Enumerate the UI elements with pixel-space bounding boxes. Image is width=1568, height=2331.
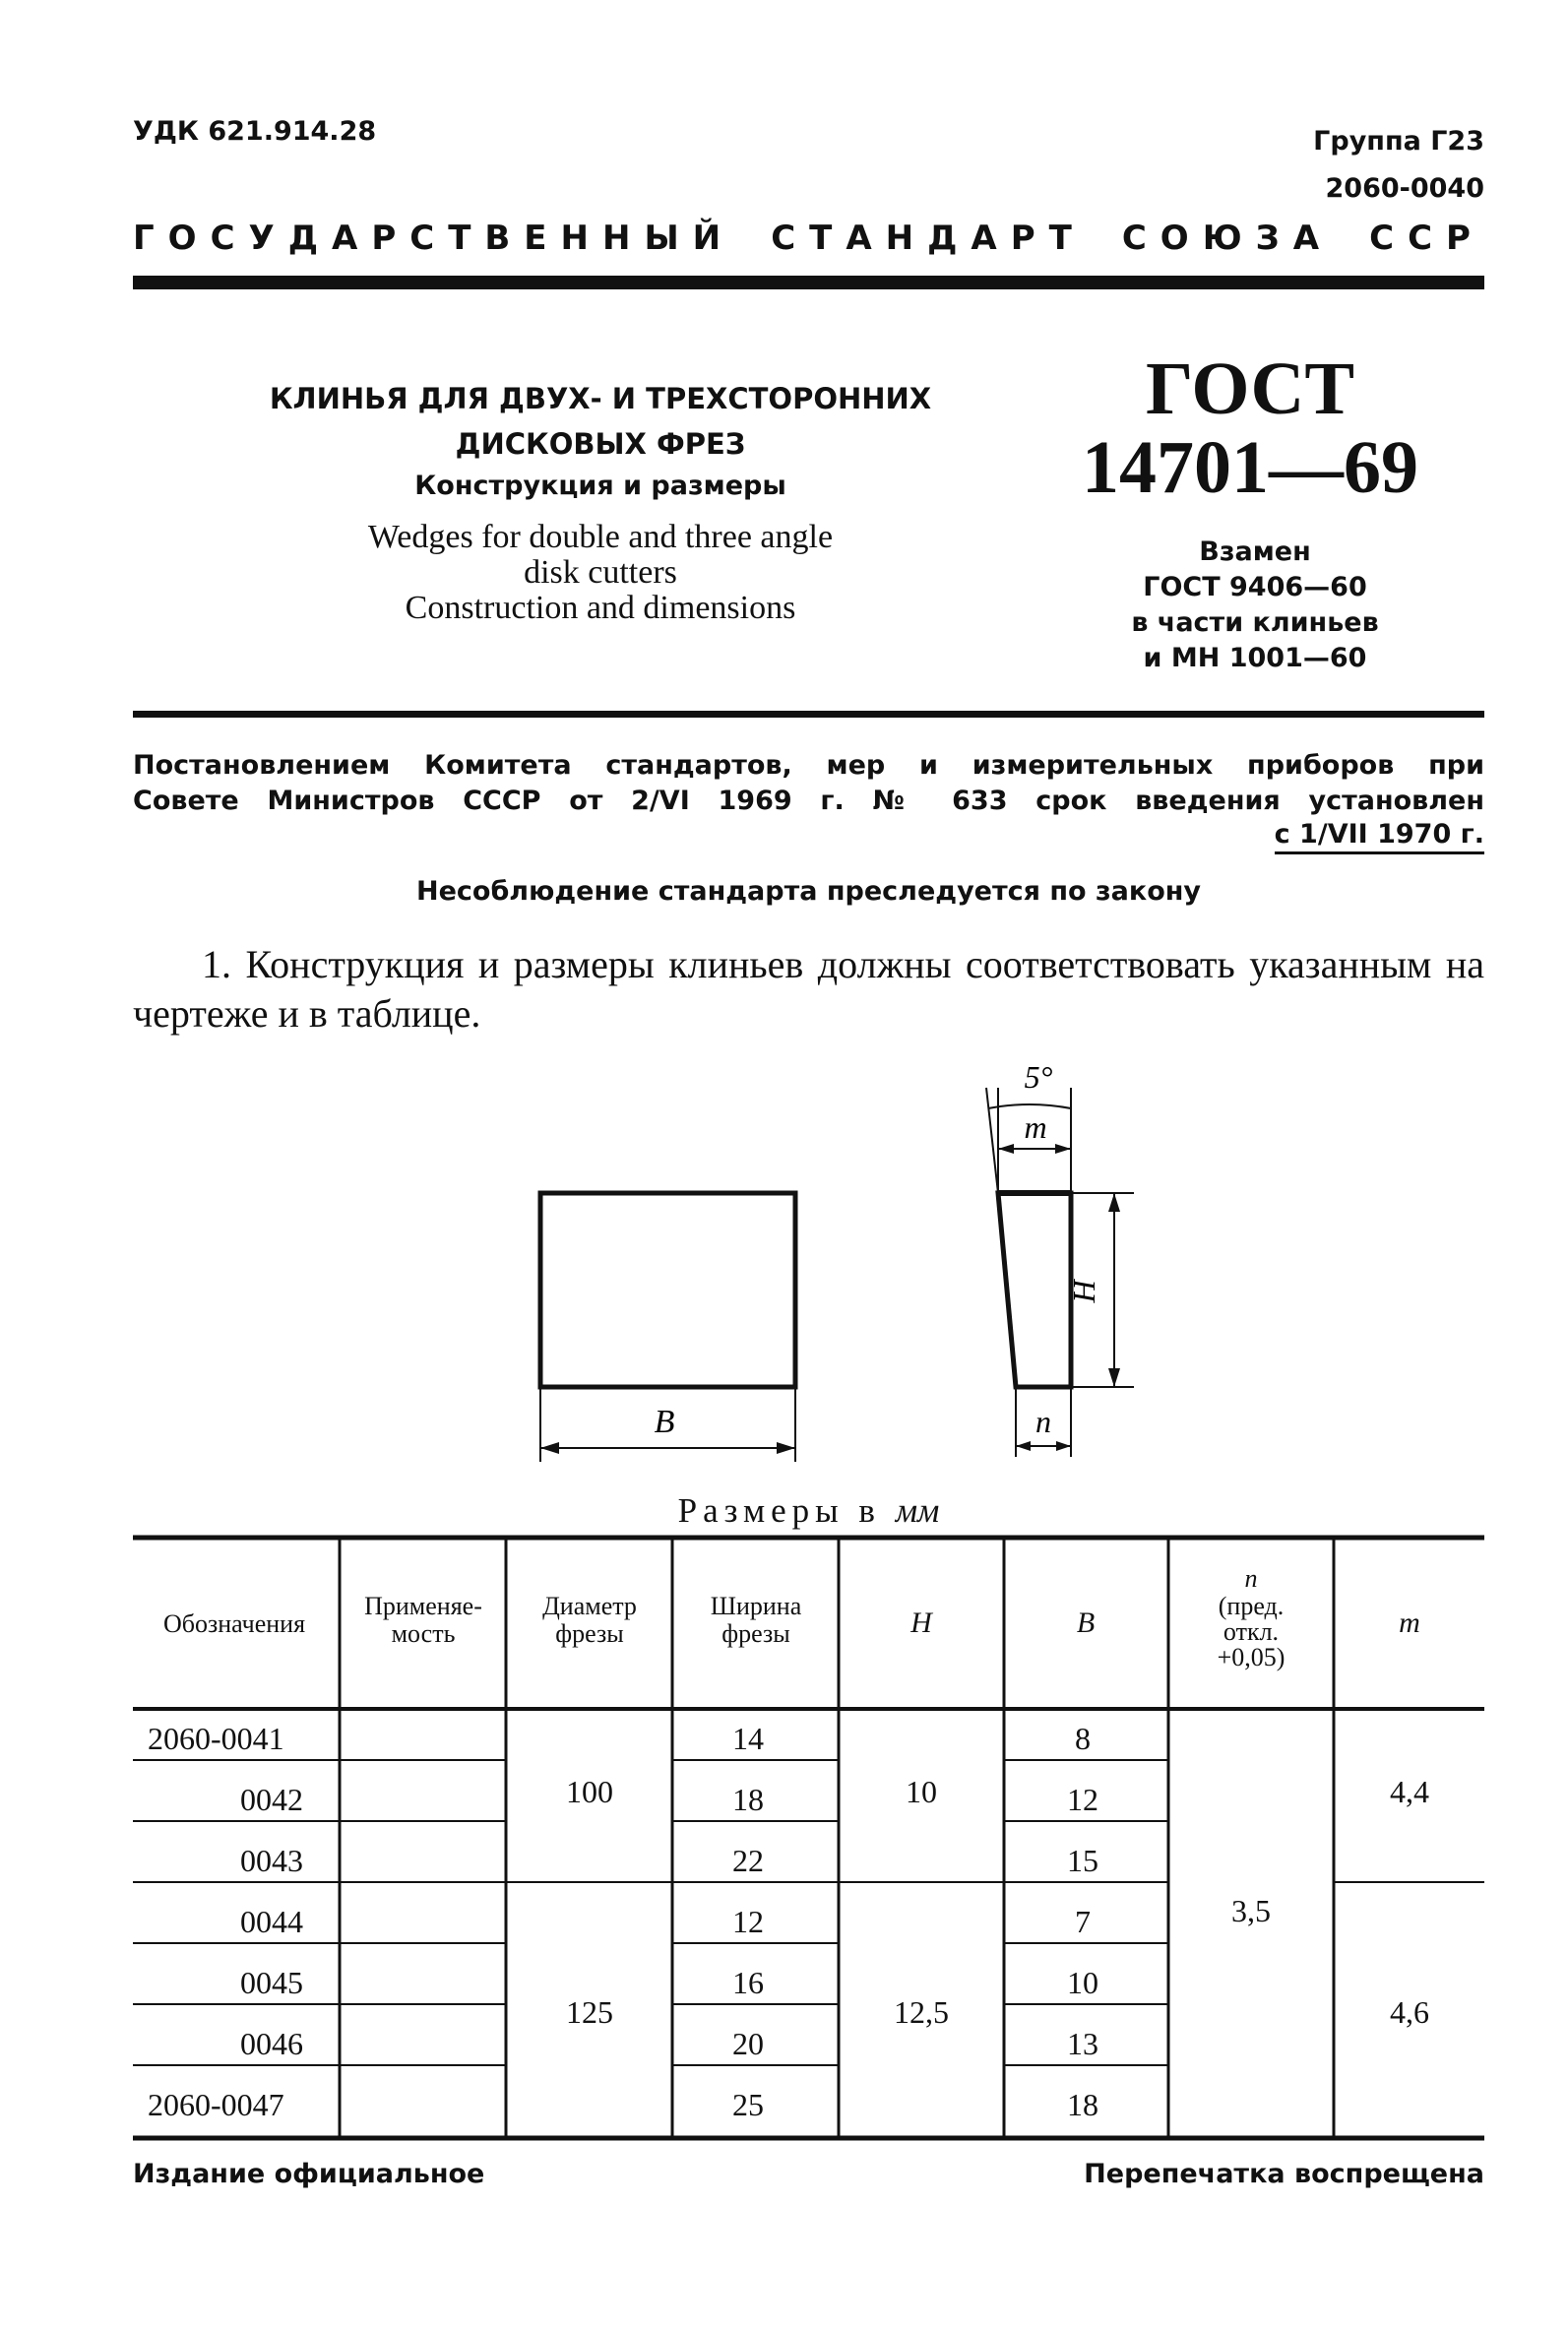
table-row-lines bbox=[133, 1760, 1484, 2065]
h-cell: 10 bbox=[906, 1774, 937, 1809]
decree-date: с 1/VII 1970 г. bbox=[1275, 819, 1484, 854]
n-cell: 3,5 bbox=[1231, 1893, 1271, 1928]
decree-line1: Постановлением Комитета стандартов, мер и измерительных приборов при bbox=[133, 750, 1484, 781]
label-h: H bbox=[1066, 1280, 1101, 1303]
designation-cell: 2060-0047 bbox=[148, 2087, 284, 2122]
designation-cell: 0043 bbox=[240, 1843, 303, 1878]
state-word-4: ССР bbox=[1369, 219, 1484, 258]
label-n: n bbox=[1035, 1404, 1051, 1439]
b-cell: 8 bbox=[1075, 1721, 1091, 1756]
state-word-3: СОЮЗА bbox=[1121, 219, 1334, 258]
designation-cell: 0046 bbox=[240, 2026, 303, 2061]
header-diameter-1: Диаметр bbox=[542, 1592, 637, 1620]
title-ru-line1: КЛИНЬЯ ДЛЯ ДВУХ- И ТРЕХСТОРОННИХ bbox=[269, 382, 932, 415]
header-width-1: Ширина bbox=[710, 1592, 802, 1620]
width-cell: 16 bbox=[732, 1965, 764, 2000]
header-width-2: фрезы bbox=[721, 1619, 790, 1648]
dimensions-table bbox=[0, 1516, 1568, 2146]
replaces-line2: ГОСТ 9406—60 bbox=[1143, 572, 1367, 602]
title-en-line3: Construction and dimensions bbox=[405, 590, 796, 626]
label-angle: 5° bbox=[1024, 1059, 1053, 1095]
m-cell: 4,4 bbox=[1390, 1774, 1429, 1809]
replaces-line3: в части клиньев bbox=[1131, 607, 1379, 638]
title-en-line1: Wedges for double and three angle bbox=[367, 519, 834, 555]
width-cell: 18 bbox=[732, 1782, 764, 1817]
header-diameter-2: фрезы bbox=[555, 1619, 624, 1648]
header-n-1: n bbox=[1244, 1564, 1258, 1593]
b-cell: 10 bbox=[1067, 1965, 1098, 2000]
designation-cell: 0042 bbox=[240, 1782, 303, 1817]
law-notice: Несоблюдение стандарта преследуется по закону bbox=[415, 876, 1202, 907]
diameter-cell: 125 bbox=[566, 1994, 613, 2030]
diameter-cell: 100 bbox=[566, 1774, 613, 1809]
b-cell: 15 bbox=[1067, 1843, 1098, 1878]
gost-number: 14701—69 bbox=[1082, 426, 1418, 509]
header-h: H bbox=[910, 1606, 932, 1639]
b-arrow-right bbox=[777, 1442, 795, 1454]
wedge-side-view bbox=[998, 1193, 1071, 1387]
header-designation: Обозначения bbox=[162, 1609, 306, 1638]
table-column-lines bbox=[340, 1538, 1334, 2138]
label-m: m bbox=[1024, 1109, 1047, 1145]
header-n-4: +0,05) bbox=[1217, 1643, 1286, 1671]
b-cell: 18 bbox=[1067, 2087, 1098, 2122]
wedge-front-view bbox=[540, 1193, 795, 1387]
group-label: Группа Г23 bbox=[1313, 126, 1484, 157]
group-code: 2060-0040 bbox=[1325, 173, 1484, 204]
decree-line2: Совете Министров СССР от 2/VI 1969 г. № 633 срок введения установлен bbox=[133, 786, 1484, 816]
h-cell: 12,5 bbox=[894, 1994, 949, 2030]
header-m: m bbox=[1399, 1606, 1420, 1639]
footer-reprint: Перепечатка воспрещена bbox=[1084, 2159, 1484, 2189]
b-cell: 13 bbox=[1067, 2026, 1098, 2061]
state-word-2: СТАНДАРТ bbox=[771, 219, 1086, 258]
b-arrow-left bbox=[540, 1442, 559, 1454]
state-word-1: ГОСУДАРСТВЕННЫЙ bbox=[133, 219, 735, 258]
header-applicability-1: Применяе- bbox=[364, 1592, 482, 1620]
m-cell: 4,6 bbox=[1390, 1994, 1429, 2030]
header-n-3: откл. bbox=[1223, 1617, 1280, 1646]
paragraph-1: 1. Конструкция и размеры клиньев должны соответствовать указанным на чертеже и в таблице. bbox=[133, 942, 1484, 1036]
gost-label: ГОСТ bbox=[1145, 347, 1355, 430]
header-applicability-2: мость bbox=[391, 1619, 456, 1648]
b-cell: 12 bbox=[1067, 1782, 1098, 1817]
replaces-line1: Взамен bbox=[1199, 536, 1311, 567]
footer-edition: Издание официальное bbox=[133, 2159, 485, 2189]
m-extension-left bbox=[986, 1088, 998, 1193]
label-b: B bbox=[654, 1404, 675, 1440]
angle-arc bbox=[988, 1104, 1071, 1108]
subtitle-ru: Конструкция и размеры bbox=[414, 471, 786, 501]
header-b: B bbox=[1076, 1606, 1096, 1639]
udk-code: УДК 621.914.28 bbox=[133, 116, 377, 147]
b-cell: 7 bbox=[1075, 1904, 1091, 1939]
designation-cell: 2060-0041 bbox=[148, 1721, 284, 1756]
units-prefix: Размеры в bbox=[677, 1491, 881, 1530]
replaces-line4: и МН 1001—60 bbox=[1143, 643, 1367, 673]
units-unit: мм bbox=[895, 1491, 940, 1530]
designation-cell: 0045 bbox=[240, 1965, 303, 2000]
width-cell: 12 bbox=[732, 1904, 764, 1939]
width-cell: 20 bbox=[732, 2026, 764, 2061]
title-ru-line2: ДИСКОВЫХ ФРЕЗ bbox=[455, 427, 746, 461]
title-en-line2: disk cutters bbox=[524, 554, 677, 591]
header-n-2: (пред. bbox=[1218, 1592, 1285, 1620]
width-cell: 25 bbox=[732, 2087, 764, 2122]
designation-cell: 0044 bbox=[240, 1904, 303, 1939]
width-cell: 14 bbox=[732, 1721, 764, 1756]
width-cell: 22 bbox=[732, 1843, 764, 1878]
